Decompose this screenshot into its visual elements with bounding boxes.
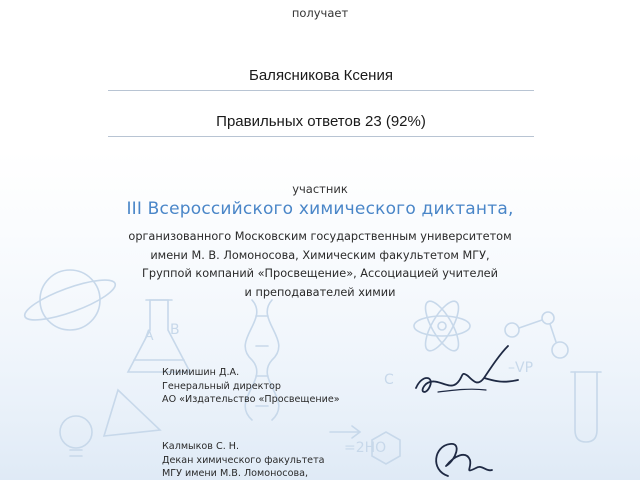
signatory-block (162, 440, 325, 481)
doodle-text-formula: =2HO (344, 440, 387, 456)
signatory-title: МГУ имени М.В. Ломоносова, (162, 468, 309, 479)
signatory-title: Генеральный директор (162, 380, 282, 392)
signatory-title: Декан химического факультета (162, 454, 325, 466)
organizers-line: организованного Московским государственным университетом (128, 230, 512, 243)
organizers-line: имени М. В. Ломоносова, Химическим факультетом МГУ, (150, 248, 490, 262)
signatory-title: АО «Издательство «Просвещение» (162, 394, 340, 405)
receives-label: получает (291, 6, 349, 20)
event-title: III Всероссийского химического диктанта, (126, 199, 514, 219)
signatory-block (162, 366, 340, 407)
doodle-text-c: C (384, 372, 394, 388)
recipient-name: Балясникова Ксения (108, 66, 534, 91)
result-text: Правильных ответов 23 (92%) (108, 112, 534, 137)
signatory-name: Калмыков С. Н. (162, 441, 240, 452)
organizers-line: и преподавателей химии (244, 285, 396, 299)
signatory-name: Климишин Д.А. (162, 367, 240, 378)
signature-2-image (420, 436, 500, 480)
doodle-text-a: A (144, 328, 154, 344)
organizers-line: Группой компаний «Просвещение», Ассоциацией учителей (142, 267, 498, 280)
organizers-paragraph (90, 228, 550, 302)
doodle-text-vp: –VP (508, 360, 534, 376)
signature-1-image (408, 340, 528, 404)
doodle-text-b: B (170, 322, 180, 338)
participant-label: участник (292, 182, 348, 196)
